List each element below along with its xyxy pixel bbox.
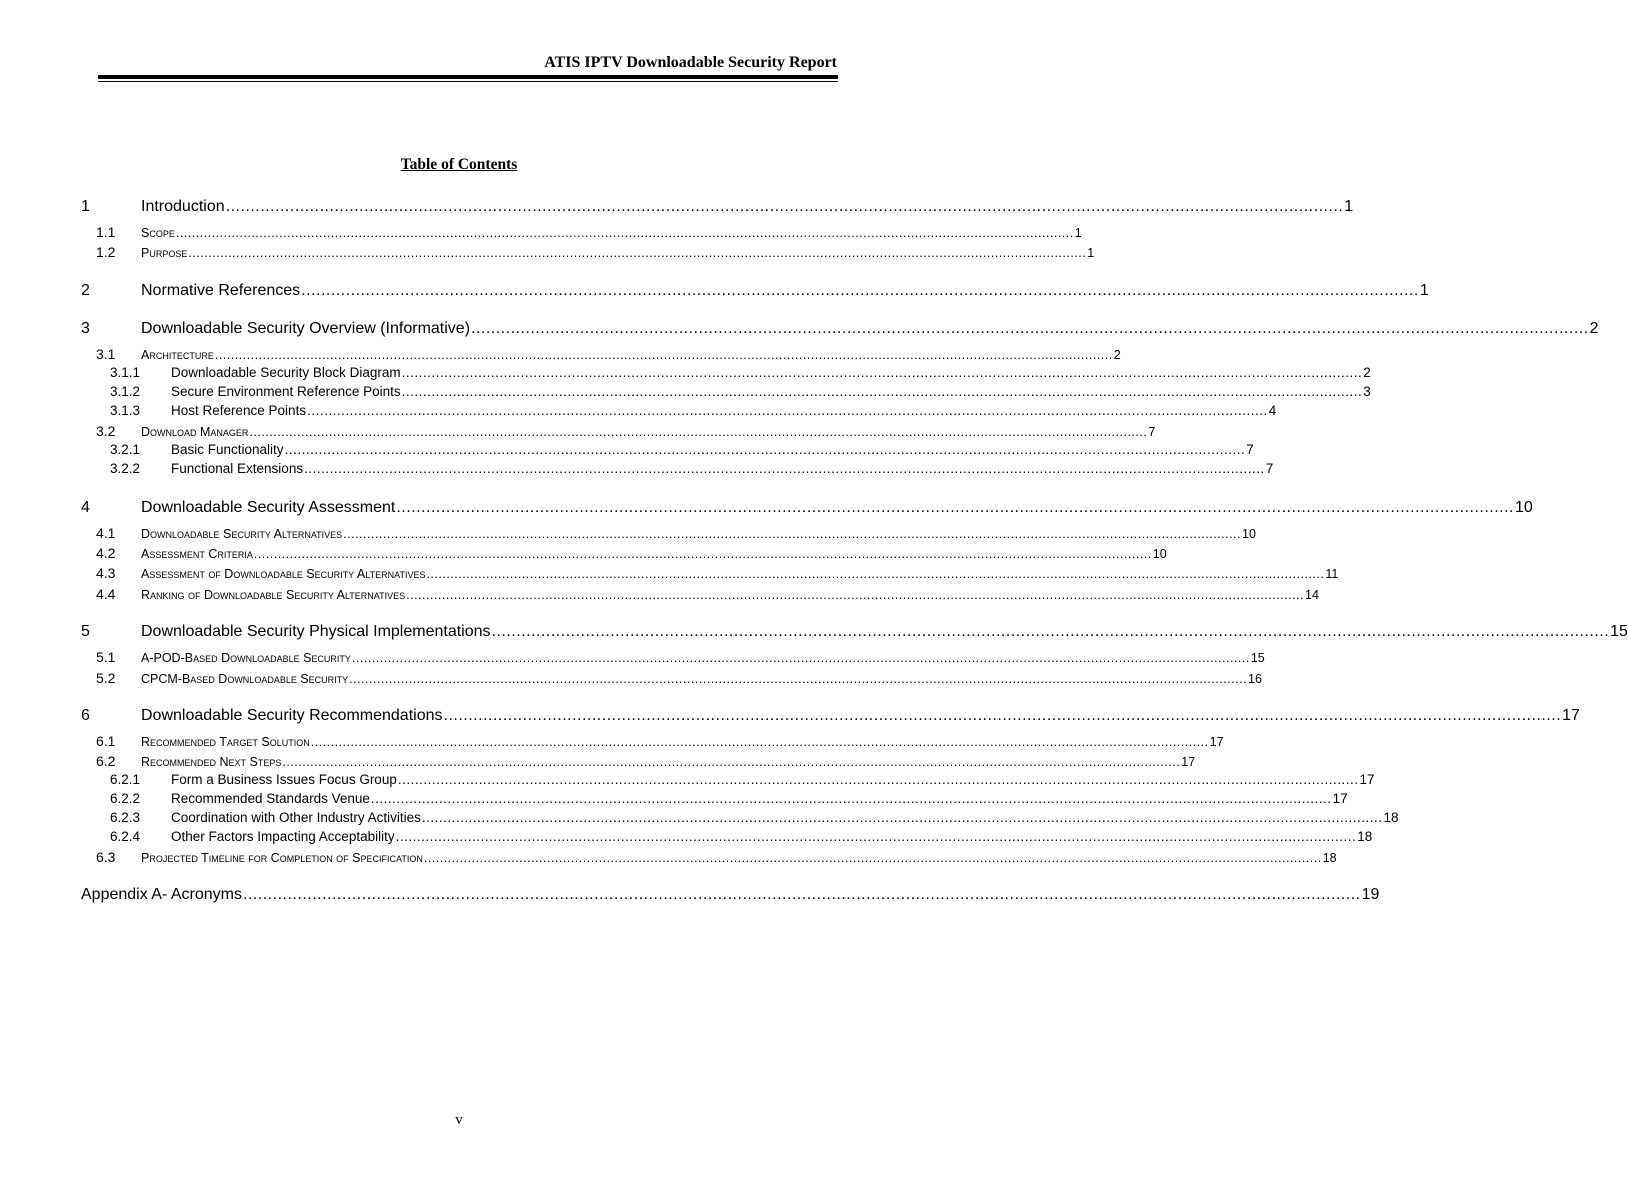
toc-entry-number: 3.1.1: [110, 365, 141, 380]
toc-entry-3-2-2[interactable]: [81, 461, 1274, 476]
toc-entry-page: 17: [1359, 772, 1375, 787]
dot-leader: ..................................................................................................................................................................................................................................: [225, 198, 1344, 215]
dot-leader: ..................................................................................................................................................................................................................................: [301, 282, 1419, 299]
dot-leader: ..................................................................................................................................................................................................................................: [249, 425, 1148, 439]
dot-leader: ..................................................................................................................................................................................................................................: [175, 226, 1074, 240]
toc-entry-page: 3: [1363, 384, 1371, 399]
toc-entry-title: Downloadable Security Overview (Informative): [141, 320, 471, 337]
toc-entry-title: Recommended Target Solution: [141, 735, 310, 749]
toc-entry-number: 3.2.2: [110, 461, 141, 476]
toc-entry-page: 16: [1248, 672, 1262, 686]
toc-entry-title: Downloadable Security Alternatives: [141, 527, 343, 541]
toc-entry-title: Projected Timeline for Completion of Specification: [141, 851, 423, 865]
dot-leader: ..................................................................................................................................................................................................................................: [401, 365, 1363, 380]
toc-entry-title: Secure Environment Reference Points: [171, 384, 401, 399]
toc-entry-page: 17: [1332, 791, 1348, 806]
dot-leader: ..................................................................................................................................................................................................................................: [471, 320, 1589, 337]
toc-entry-5[interactable]: [81, 623, 1628, 641]
dot-leader: ..................................................................................................................................................................................................................................: [397, 772, 1359, 787]
toc-entry-title: Introduction: [141, 198, 225, 215]
toc-entry-title: A-POD-Based Downloadable Security: [141, 651, 351, 665]
toc-entry-number: 6.1: [96, 733, 116, 749]
toc-entry-number: 4: [81, 499, 90, 516]
toc-entry-page: 2: [1589, 320, 1599, 337]
toc-entry-5-1[interactable]: [81, 649, 1265, 665]
header-rule-thin: [98, 81, 838, 82]
toc-entry-page: 15: [1250, 651, 1265, 665]
dot-leader: ..................................................................................................................................................................................................................................: [307, 403, 1268, 418]
toc-entry-6-2-2[interactable]: [81, 791, 1348, 806]
toc-entry-title: Ranking of Downloadable Security Alternatives: [141, 588, 406, 602]
toc-entry-number: 6.2: [96, 753, 116, 769]
toc-entry-number: 3.1.3: [110, 403, 141, 418]
toc-entry-title: Download Manager: [141, 425, 249, 439]
dot-leader: ..................................................................................................................................................................................................................................: [370, 791, 1332, 806]
toc-entry-4-3[interactable]: [81, 565, 1339, 581]
toc-entry-3-1[interactable]: [81, 346, 1121, 362]
toc-entry-title: Assessment of Downloadable Security Alternatives: [141, 567, 426, 581]
dot-leader: ..................................................................................................................................................................................................................................: [310, 735, 1209, 749]
dot-leader: ..................................................................................................................................................................................................................................: [423, 851, 1322, 865]
toc-entry-page: 19: [1361, 886, 1380, 903]
toc-entry-6-2[interactable]: [81, 753, 1196, 769]
toc-entry-3[interactable]: [81, 320, 1599, 338]
toc-entry-page: 14: [1305, 588, 1319, 602]
toc-entry-title: Architecture: [141, 348, 214, 362]
dot-leader: ..................................................................................................................................................................................................................................: [343, 527, 1242, 541]
dot-leader: ..................................................................................................................................................................................................................................: [443, 707, 1562, 724]
toc-entry-3-1-3[interactable]: [81, 403, 1277, 418]
dot-leader: ..................................................................................................................................................................................................................................: [282, 755, 1181, 769]
toc-entry-number: 1.2: [96, 244, 116, 260]
dot-leader: ..................................................................................................................................................................................................................................: [284, 442, 1246, 457]
toc-entry-page: 1: [1074, 226, 1082, 240]
toc-entry-page: 7: [1148, 425, 1156, 439]
dot-leader: ..................................................................................................................................................................................................................................: [242, 886, 1361, 903]
toc-entry-4-2[interactable]: [81, 545, 1167, 561]
dot-leader: ..................................................................................................................................................................................................................................: [349, 672, 1248, 686]
toc-entry-title: Normative References: [141, 282, 301, 299]
toc-entry-number: 4.3: [96, 565, 116, 581]
toc-entry-title: Coordination with Other Industry Activities: [171, 810, 421, 825]
toc-entry-number: 4.1: [96, 525, 116, 541]
toc-entry-title: Downloadable Security Block Diagram: [171, 365, 401, 380]
toc-entry-page: 10: [1515, 499, 1533, 516]
toc-entry-number: 6.2.3: [110, 810, 141, 825]
toc-entry-6-2-4[interactable]: [81, 829, 1373, 844]
dot-leader: ..................................................................................................................................................................................................................................: [491, 623, 1610, 640]
toc-entry-number: 1.1: [96, 224, 116, 240]
dot-leader: ..................................................................................................................................................................................................................................: [396, 499, 1514, 516]
toc-entry-title: Downloadable Security Assessment: [141, 499, 396, 516]
toc-entry-page: 18: [1357, 829, 1373, 844]
dot-leader: ..................................................................................................................................................................................................................................: [351, 651, 1250, 665]
toc-entry-4-4[interactable]: [81, 586, 1319, 602]
toc-entry-title: Recommended Next Steps: [141, 755, 282, 769]
dot-leader: ..................................................................................................................................................................................................................................: [214, 348, 1113, 362]
toc-entry-6[interactable]: [81, 707, 1580, 725]
toc-entry-title: Appendix A- Acronyms: [81, 886, 242, 903]
toc-entry-number: 6.2.1: [110, 772, 141, 787]
toc-entry-6-1[interactable]: [81, 733, 1224, 749]
toc-entry-title: Scope: [141, 226, 175, 240]
toc-entry-title: Downloadable Security Physical Implementations: [141, 623, 491, 640]
toc-entry-number: 3: [81, 320, 90, 337]
toc-entry-page: 15: [1610, 623, 1628, 640]
toc-entry-title: Downloadable Security Recommendations: [141, 707, 443, 724]
dot-leader: ..................................................................................................................................................................................................................................: [253, 547, 1152, 561]
toc-entry-number: 6.2.4: [110, 829, 141, 844]
header-title: ATIS IPTV Downloadable Security Report: [544, 54, 837, 71]
page-number: v: [455, 1112, 463, 1128]
toc-entry-number: 4.2: [96, 545, 116, 561]
toc-entry-1[interactable]: [81, 198, 1354, 216]
toc-entry-title: Recommended Standards Venue: [171, 791, 370, 806]
toc-entry-page: 1: [1344, 198, 1354, 215]
toc-entry-page: 17: [1209, 735, 1224, 749]
toc-entry-3-1-2[interactable]: [81, 384, 1371, 399]
toc-entry-page: 18: [1383, 810, 1399, 825]
toc-entry-page: 2: [1363, 365, 1371, 380]
toc-entry-number: 3.1: [96, 346, 116, 362]
dot-leader: ..................................................................................................................................................................................................................................: [304, 461, 1265, 476]
toc-entry-number: 2: [81, 282, 90, 299]
toc-entry-3-2[interactable]: [81, 423, 1156, 439]
toc-entry-2[interactable]: [81, 282, 1429, 300]
toc-entry-number: 1: [81, 198, 90, 215]
dot-leader: ..................................................................................................................................................................................................................................: [426, 567, 1325, 581]
toc-entry-page: 4: [1268, 403, 1277, 418]
header-rule-thick: [98, 75, 838, 79]
toc-entry-4-1[interactable]: [81, 525, 1256, 541]
toc-entry-number: 6: [81, 707, 90, 724]
toc-entry-1-2[interactable]: [81, 244, 1095, 260]
toc-entry-appendix-a[interactable]: [81, 886, 1380, 904]
toc-entry-number: 5.1: [96, 649, 116, 665]
toc-entry-6-3[interactable]: [81, 849, 1337, 865]
toc-entry-title: Form a Business Issues Focus Group: [171, 772, 397, 787]
toc-entry-6-2-1[interactable]: [81, 772, 1375, 787]
toc-entry-5-2[interactable]: [81, 670, 1262, 686]
toc-entry-page: 7: [1265, 461, 1274, 476]
dot-leader: ..................................................................................................................................................................................................................................: [188, 246, 1087, 260]
toc-entry-page: 1: [1419, 282, 1429, 299]
toc-entry-title: Functional Extensions: [171, 461, 304, 476]
toc-entry-3-2-1[interactable]: [81, 442, 1254, 457]
toc-entry-4[interactable]: [81, 499, 1533, 517]
toc-entry-number: 3.1.2: [110, 384, 141, 399]
toc-entry-number: 3.2: [96, 423, 116, 439]
toc-entry-page: 11: [1325, 567, 1339, 581]
toc-entry-number: 5: [81, 623, 90, 640]
dot-leader: ..................................................................................................................................................................................................................................: [395, 829, 1357, 844]
toc-entry-1-1[interactable]: [81, 224, 1082, 240]
toc-entry-3-1-1[interactable]: [81, 365, 1371, 380]
toc-entry-title: Other Factors Impacting Acceptability: [171, 829, 395, 844]
toc-entry-number: 6.3: [96, 849, 116, 865]
toc-entry-page: 17: [1181, 755, 1196, 769]
toc-entry-page: 2: [1113, 348, 1121, 362]
toc-entry-number: 3.2.1: [110, 442, 141, 457]
toc-entry-title: Purpose: [141, 246, 188, 260]
dot-leader: ..................................................................................................................................................................................................................................: [401, 384, 1363, 399]
toc-entry-page: 7: [1246, 442, 1254, 457]
toc-entry-page: 10: [1152, 547, 1167, 561]
toc-entry-number: 5.2: [96, 670, 116, 686]
dot-leader: ..................................................................................................................................................................................................................................: [406, 588, 1305, 602]
toc-title: Table of Contents: [400, 156, 518, 173]
toc-entry-6-2-3[interactable]: [81, 810, 1399, 825]
toc-entry-title: Assessment Criteria: [141, 547, 253, 561]
dot-leader: ..................................................................................................................................................................................................................................: [421, 810, 1383, 825]
toc-entry-title: CPCM-Based Downloadable Security: [141, 672, 349, 686]
toc-entry-title: Basic Functionality: [171, 442, 284, 457]
toc-entry-number: 4.4: [96, 586, 116, 602]
toc-entry-number: 6.2.2: [110, 791, 141, 806]
toc-entry-page: 10: [1242, 527, 1256, 541]
toc-entry-page: 17: [1562, 707, 1580, 724]
toc-entry-page: 18: [1322, 851, 1337, 865]
toc-entry-title: Host Reference Points: [171, 403, 307, 418]
toc-entry-page: 1: [1087, 246, 1095, 260]
